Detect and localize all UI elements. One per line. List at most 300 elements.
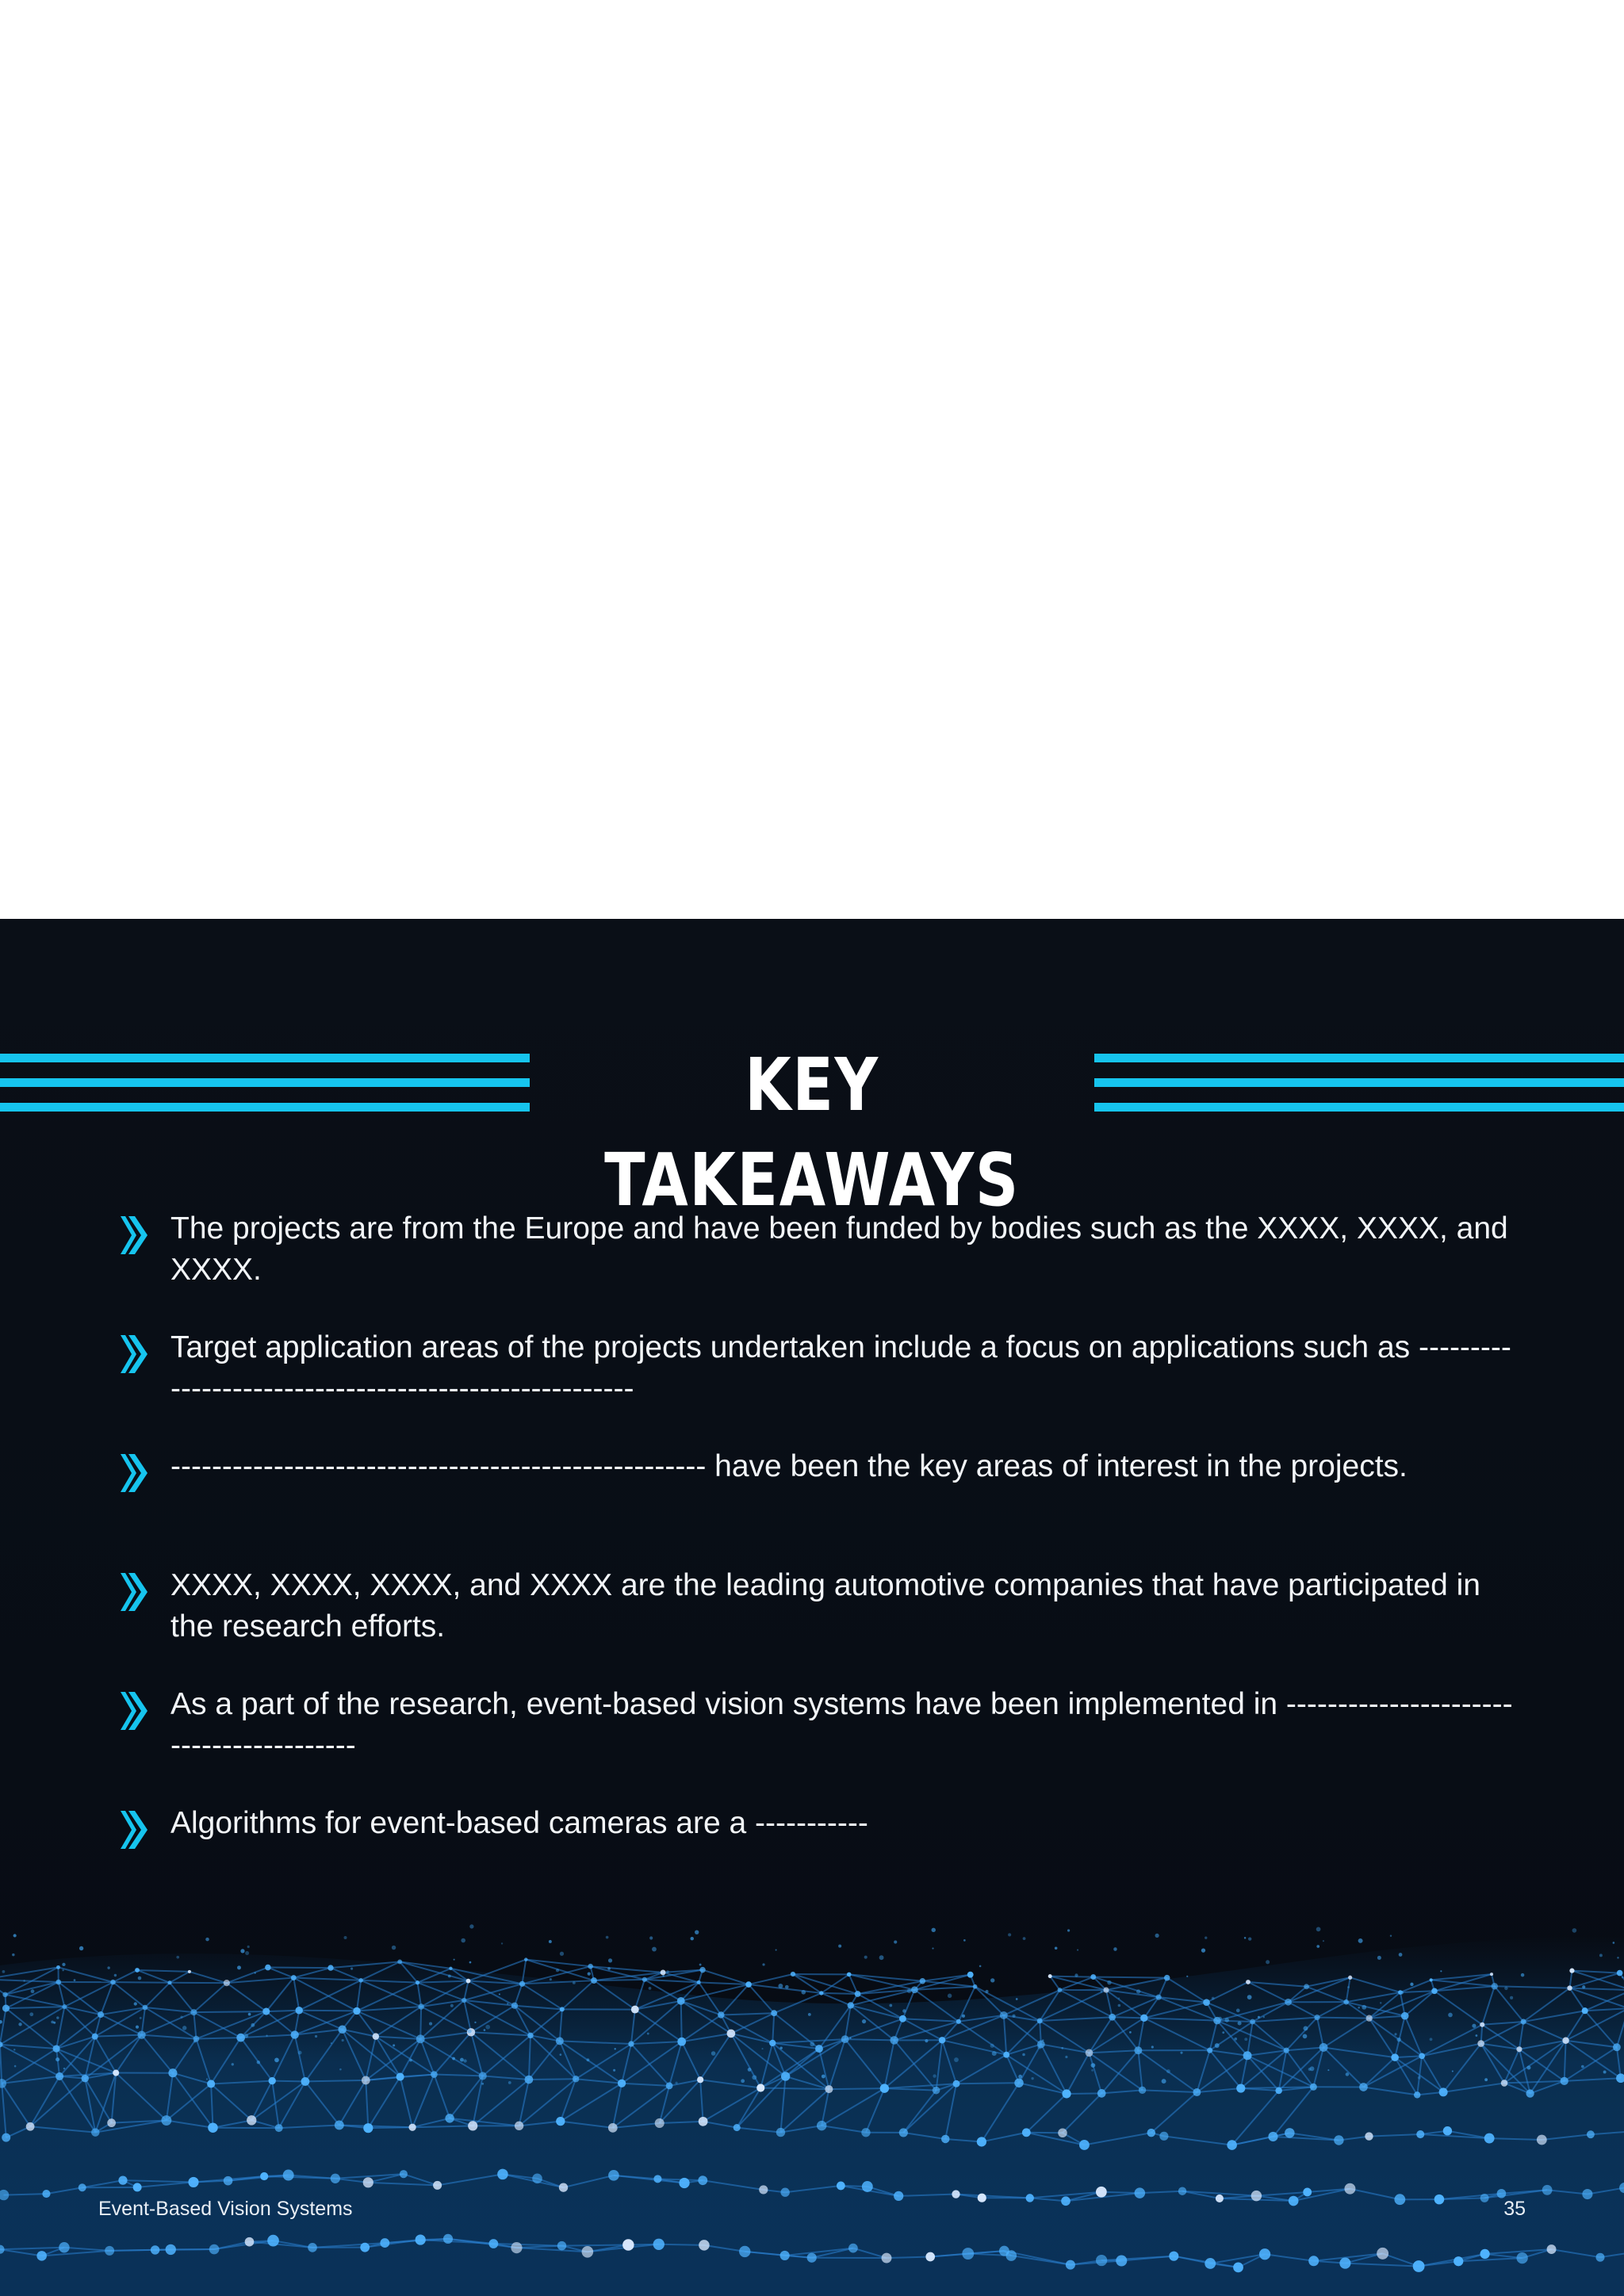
mesh-dot [1259, 2248, 1270, 2260]
mesh-dot [1156, 1995, 1162, 2000]
mesh-dot [837, 2182, 845, 2191]
mesh-dot [1233, 2263, 1243, 2273]
mesh-dot [1521, 2019, 1526, 2025]
mesh-dot [1031, 2077, 1033, 2080]
mesh-dot [785, 1985, 789, 1989]
mesh-dot [608, 1958, 612, 1962]
mesh-dot [653, 2175, 661, 2183]
takeaway-item [119, 1208, 1515, 1291]
mesh-dot [92, 2034, 98, 2040]
mesh-dot [463, 2059, 466, 2062]
mesh-dot [1118, 2004, 1121, 2007]
section-title: KEY TAKEAWAYS [604, 1043, 1020, 1223]
mesh-dot [1562, 2037, 1568, 2043]
mesh-dot [661, 1969, 666, 1975]
mesh-dot [1109, 2014, 1116, 2021]
mesh-dot [879, 1955, 884, 1960]
mesh-dot [56, 2072, 63, 2080]
mesh-dot [1003, 2052, 1009, 2058]
mesh-dot [862, 2181, 873, 2192]
mesh-dot [1439, 2087, 1448, 2096]
mesh-dot [1178, 2187, 1186, 2195]
mesh-dot [1212, 1997, 1215, 2000]
mesh-dot [135, 1968, 140, 1973]
mesh-dot [622, 2239, 634, 2251]
mesh-dot [677, 1997, 685, 2005]
mesh-dot [1430, 2038, 1433, 2041]
mesh-dot [13, 2049, 15, 2050]
mesh-dot [393, 2044, 395, 2046]
mesh-dot [1547, 2244, 1557, 2254]
mesh-dot [358, 1978, 363, 1983]
mesh-dot [1169, 2252, 1178, 2261]
mesh-dot [1399, 1953, 1403, 1957]
mesh-dot [448, 1975, 451, 1978]
footer-document-title: Event-Based Vision Systems [98, 2198, 353, 2220]
mesh-dot [1058, 2128, 1067, 2137]
mesh-dot [1101, 1991, 1102, 1992]
mesh-dot [12, 1954, 14, 1956]
mesh-dot [711, 2051, 716, 2056]
mesh-line [1113, 2017, 1144, 2018]
mesh-dot [780, 2251, 790, 2260]
mesh-dot [1147, 2129, 1156, 2137]
mesh-dot [781, 2072, 790, 2080]
mesh-dot [1391, 2053, 1399, 2061]
mesh-dot [1065, 2056, 1067, 2058]
mesh-dot [1410, 1983, 1413, 1986]
mesh-dot [1042, 2039, 1044, 2041]
double-chevron-right-icon [119, 1809, 149, 1850]
mesh-dot [56, 1965, 60, 1969]
mesh-dot [400, 2170, 408, 2178]
mesh-dot [79, 1946, 83, 1950]
mesh-dot [59, 2242, 69, 2252]
mesh-dot [1285, 1999, 1292, 2006]
mesh-dot [1567, 1985, 1572, 1990]
mesh-dot [733, 2124, 741, 2131]
mesh-dot [53, 2045, 60, 2052]
mesh-dot [416, 1980, 419, 1984]
mesh-dot [452, 2057, 455, 2061]
mesh-dot [1454, 2256, 1463, 2266]
mesh-dot [237, 1965, 241, 1969]
mesh-dot [1366, 2015, 1373, 2022]
mesh-dot [1613, 2043, 1621, 2051]
mesh-dot [1285, 2128, 1295, 2138]
mesh-dot [206, 2078, 208, 2080]
mesh-dot [588, 1972, 591, 1975]
mesh-dot [481, 2083, 484, 2085]
mesh-dot [167, 1980, 171, 1984]
mesh-dot [699, 2240, 710, 2251]
stripe [1094, 1103, 1624, 1112]
mesh-dot [433, 2181, 442, 2190]
mesh-dot [1000, 2011, 1008, 2019]
mesh-dot [296, 2007, 303, 2014]
mesh-dot [291, 1975, 297, 1980]
mesh-dot [360, 2243, 370, 2252]
mesh-line [956, 2083, 1019, 2084]
mesh-dot [807, 2253, 817, 2263]
mesh-dot [1216, 2195, 1224, 2202]
mesh-dot [628, 2041, 634, 2046]
mesh-dot [269, 2077, 276, 2084]
mesh-dot [762, 1963, 764, 1965]
mesh-line [1050, 1976, 1094, 1977]
mesh-dot [748, 2068, 752, 2072]
mesh-dot [190, 2009, 197, 2015]
mesh-dot [208, 2122, 218, 2133]
mesh-dot [920, 1978, 925, 1984]
mesh-dot [1599, 1954, 1603, 1957]
mesh-dot [1238, 2021, 1242, 2025]
takeaway-item [119, 1684, 1515, 1766]
mesh-dot [653, 2239, 665, 2250]
mesh-dot [1139, 2087, 1146, 2094]
mesh-dot [864, 1956, 868, 1959]
mesh-dot [485, 2025, 490, 2030]
mesh-dot [647, 2033, 649, 2035]
mesh-dot [429, 2022, 432, 2026]
stripe [0, 1054, 530, 1062]
mesh-dot [468, 2029, 472, 2033]
mesh-dot [1365, 2132, 1373, 2140]
mesh-dot [1289, 2196, 1299, 2206]
mesh-dot [1358, 1938, 1363, 1943]
mesh-dot [511, 2242, 522, 2253]
mesh-dot [1091, 2063, 1096, 2068]
mesh-dot [841, 2035, 849, 2043]
takeaways-list [119, 1208, 1515, 1922]
mesh-dot [1497, 2189, 1507, 2198]
mesh-dot [105, 2246, 114, 2256]
mesh-dot [1617, 1970, 1623, 1976]
mesh-dot [13, 1934, 17, 1937]
mesh-dot [666, 2082, 673, 2089]
mesh-dot [79, 2183, 86, 2191]
mesh-dot [894, 2191, 903, 2201]
mesh-dot [1348, 1976, 1352, 1980]
mesh-dot [1005, 2250, 1017, 2261]
mesh-dot [847, 1973, 852, 1977]
mesh-dot [588, 1964, 593, 1969]
mesh-dot [118, 2176, 127, 2185]
mesh-dot [1304, 1984, 1309, 1989]
mesh-dot [1151, 2045, 1154, 2048]
mesh-dot [449, 1967, 452, 1970]
footer-page-number: 35 [1503, 2198, 1526, 2220]
mesh-dot [977, 2137, 986, 2146]
mesh-dot [778, 1984, 783, 1988]
mesh-dot [107, 2118, 116, 2127]
mesh-dot [2, 1992, 7, 1997]
mesh-dot [344, 1936, 347, 1939]
mesh-dot [1344, 2183, 1355, 2195]
mesh-dot [925, 2252, 935, 2262]
mesh-dot [1205, 2258, 1216, 2269]
mesh-dot [136, 2026, 139, 2029]
mesh-dot [1582, 1985, 1585, 1988]
mesh-dot [114, 1974, 117, 1976]
mesh-dot [1484, 2133, 1495, 2144]
mesh-dot [1377, 1956, 1381, 1960]
mesh-dot [392, 1946, 396, 1950]
mesh-dot [1314, 2015, 1320, 2020]
section-heading-row [0, 1038, 1624, 1223]
mesh-dot [1521, 1973, 1525, 1977]
mesh-dot [466, 1979, 471, 1984]
mesh-dot [26, 2122, 35, 2131]
mesh-dot [1320, 2043, 1328, 2052]
mesh-dot [618, 2080, 626, 2087]
mesh-dot [1067, 1929, 1070, 1931]
mesh-dot [431, 2071, 438, 2078]
mesh-dot [745, 1981, 752, 1988]
mesh-dot [1008, 1933, 1011, 1936]
mesh-dot [418, 2003, 423, 2009]
mesh-dot [469, 1924, 473, 1928]
mesh-dot [1077, 1949, 1078, 1950]
mesh-dot [1516, 2046, 1522, 2052]
mesh-dot [363, 2177, 373, 2187]
mesh-dot [967, 1972, 974, 1978]
mesh-dot [362, 2076, 370, 2085]
takeaway-text: The projects are from the Europe and have been funded by bodies such as the XXXX, XXXX, and XXXX. [170, 1211, 1508, 1287]
takeaway-item [119, 1327, 1515, 1410]
mesh-dot [247, 2115, 256, 2125]
mesh-dot [262, 2008, 270, 2015]
mesh-dot [932, 1928, 936, 1932]
mesh-dot [679, 2178, 689, 2188]
mesh-dot [1516, 2252, 1527, 2263]
blank-page-area [0, 0, 1624, 919]
mesh-dot [848, 2002, 854, 2008]
mesh-dot [74, 1979, 76, 1981]
mesh-line [113, 1982, 170, 1983]
double-chevron-right-icon [119, 1215, 149, 1256]
mesh-dot [1218, 2017, 1222, 2021]
mesh-line [822, 1993, 858, 1994]
mesh-dot [801, 1990, 806, 1995]
mesh-dot [91, 2128, 100, 2137]
right-stripes [1094, 1054, 1624, 1119]
mesh-dot [956, 2019, 961, 2024]
mesh-dot [1480, 2249, 1489, 2259]
mesh-dot [36, 2251, 47, 2261]
mesh-dot [113, 2070, 119, 2076]
mesh-dot [416, 2034, 425, 2043]
takeaway-item [119, 1565, 1515, 1647]
mesh-dot [550, 1978, 552, 1980]
mesh-dot [180, 2015, 182, 2018]
mesh-dot [527, 2033, 533, 2038]
mesh-dot [1037, 2019, 1043, 2024]
mesh-dot [1096, 2187, 1107, 2198]
mesh-dot [342, 2039, 344, 2042]
mesh-dot [1248, 1937, 1251, 1940]
mesh-dot [1113, 1947, 1116, 1950]
mesh-dot [515, 2122, 523, 2130]
mesh-dot [691, 1937, 694, 1940]
mesh-dot [882, 2253, 892, 2263]
mesh-dot [1159, 2132, 1168, 2141]
mesh-dot [1477, 2040, 1484, 2047]
mesh-dot [649, 1987, 652, 1990]
mesh-dot [642, 1977, 647, 1982]
mesh-line [659, 2244, 704, 2245]
mesh-dot [954, 2057, 959, 2062]
mesh-dot [443, 2234, 453, 2244]
mesh-dot [193, 2040, 196, 2042]
mesh-dot [31, 1989, 35, 1993]
mesh-dot [107, 1966, 109, 1969]
mesh-dot [769, 2040, 776, 2046]
mesh-dot [14, 2065, 17, 2068]
mesh-dot [1582, 2189, 1592, 2199]
mesh-dot [205, 1938, 209, 1942]
mesh-dot [474, 2022, 476, 2023]
mesh-dot [508, 2081, 511, 2084]
mesh-dot [244, 2034, 248, 2038]
mesh-dot [560, 2053, 562, 2056]
mesh-dot [741, 2079, 745, 2083]
mesh-dot [255, 1972, 256, 1973]
mesh-dot [29, 2012, 33, 2016]
mesh-dot [1413, 2260, 1425, 2272]
mesh-dot [1061, 2047, 1063, 2049]
mesh-dot [1359, 2083, 1368, 2091]
mesh-dot [952, 2190, 959, 2198]
mesh-dot [525, 2076, 534, 2084]
mesh-dot [890, 2036, 898, 2045]
mesh-dot [862, 2019, 866, 2023]
mesh-dot [62, 1969, 63, 1971]
mesh-dot [397, 1959, 402, 1964]
mesh-dot [1339, 2258, 1350, 2269]
mesh-dot [266, 2035, 267, 2037]
mesh-dot [666, 1970, 669, 1973]
mesh-dot [245, 1951, 249, 1955]
mesh-dot [1236, 2009, 1240, 2013]
mesh-dot [880, 2084, 889, 2092]
mesh-dot [815, 2045, 823, 2053]
mesh-dot [497, 2169, 508, 2180]
mesh-dot [53, 2022, 56, 2024]
mesh-dot [771, 2010, 777, 2016]
mesh-dot [699, 1964, 702, 1966]
mesh-dot [1062, 2089, 1071, 2098]
mesh-dot [62, 2004, 67, 2009]
mesh-dot [82, 2075, 89, 2082]
mesh-dot [663, 1975, 665, 1976]
mesh-dot [1135, 2187, 1146, 2198]
mesh-dot [1416, 2130, 1424, 2138]
mesh-dot [339, 2068, 342, 2071]
mesh-dot [902, 2009, 906, 2012]
mesh-dot [1224, 2018, 1229, 2022]
mesh-dot [1193, 2088, 1201, 2096]
mesh-line [1094, 1977, 1167, 1978]
mesh-dot [291, 2030, 299, 2038]
mesh-dot [1201, 1949, 1205, 1953]
network-mesh-background [0, 1902, 1624, 2296]
mesh-dot [1203, 1999, 1210, 2006]
mesh-dot [1227, 2140, 1237, 2150]
mesh-dot [409, 2059, 412, 2062]
mesh-dot [283, 2170, 294, 2181]
mesh-dot [848, 2244, 858, 2253]
mesh-dot [1418, 2076, 1421, 2080]
mesh-dot [1234, 2038, 1237, 2041]
mesh-dot [1103, 1988, 1109, 1993]
mesh-dot [18, 2022, 21, 2026]
mesh-dot [1247, 1995, 1252, 1999]
mesh-dot [1394, 2194, 1405, 2205]
mesh-dot [1246, 1980, 1251, 1984]
mesh-dot [1617, 1957, 1618, 1958]
mesh-dot [1023, 1937, 1026, 1940]
mesh-dot [1037, 2045, 1042, 2049]
mesh-dot [143, 2005, 148, 2011]
mesh-dot [166, 2244, 176, 2255]
mesh-dot [780, 2188, 789, 2197]
mesh-dot [1014, 2078, 1023, 2087]
mesh-dot [1480, 2194, 1489, 2202]
mesh-dot [1510, 1996, 1513, 1999]
mesh-dot [1155, 1934, 1159, 1938]
mesh-line [1101, 2192, 1139, 2193]
mesh-dot [1303, 2034, 1308, 2039]
mesh-line [272, 2081, 305, 2082]
mesh-line [529, 2079, 576, 2080]
takeaway-text: Algorithms for event-based cameras are a ----------- [170, 1806, 868, 1840]
mesh-dot [925, 2039, 928, 2042]
left-stripes [0, 1054, 530, 1119]
mesh-dot [1018, 2075, 1022, 2079]
mesh-dot [556, 2117, 565, 2126]
mesh-dot [791, 1972, 795, 1976]
mesh-dot [1542, 2185, 1553, 2195]
mesh-dot [939, 2037, 945, 2043]
mesh-dot [1346, 2072, 1350, 2076]
mesh-dot [1613, 1942, 1615, 1944]
mesh-dot [1334, 2135, 1343, 2145]
mesh-dot [176, 1956, 179, 1959]
mesh-dot [1472, 2024, 1476, 2028]
mesh-dot [1061, 2196, 1071, 2206]
mesh-dot [1284, 2048, 1289, 2053]
mesh-dot [718, 2011, 724, 2018]
mesh-dot [652, 1947, 657, 1952]
mesh-dot [1215, 2043, 1220, 2048]
mesh-dot [855, 1991, 861, 1997]
mesh-dot [1343, 1999, 1349, 2005]
mesh-dot [1266, 1960, 1270, 1964]
mesh-dot [380, 2238, 389, 2248]
mesh-line [1059, 1977, 1093, 1990]
mesh-dot [511, 2003, 518, 2009]
mesh-dot [1107, 1980, 1111, 1984]
mesh-line [1067, 2093, 1101, 2094]
mesh-dot [1452, 2070, 1454, 2072]
mesh-dot [1097, 2089, 1106, 2098]
mesh-dot [1504, 1987, 1507, 1990]
mesh-dot [1055, 1946, 1058, 1950]
mesh-dot [524, 1957, 527, 1961]
mesh-line [922, 1975, 970, 1981]
mesh-dot [260, 2172, 268, 2180]
